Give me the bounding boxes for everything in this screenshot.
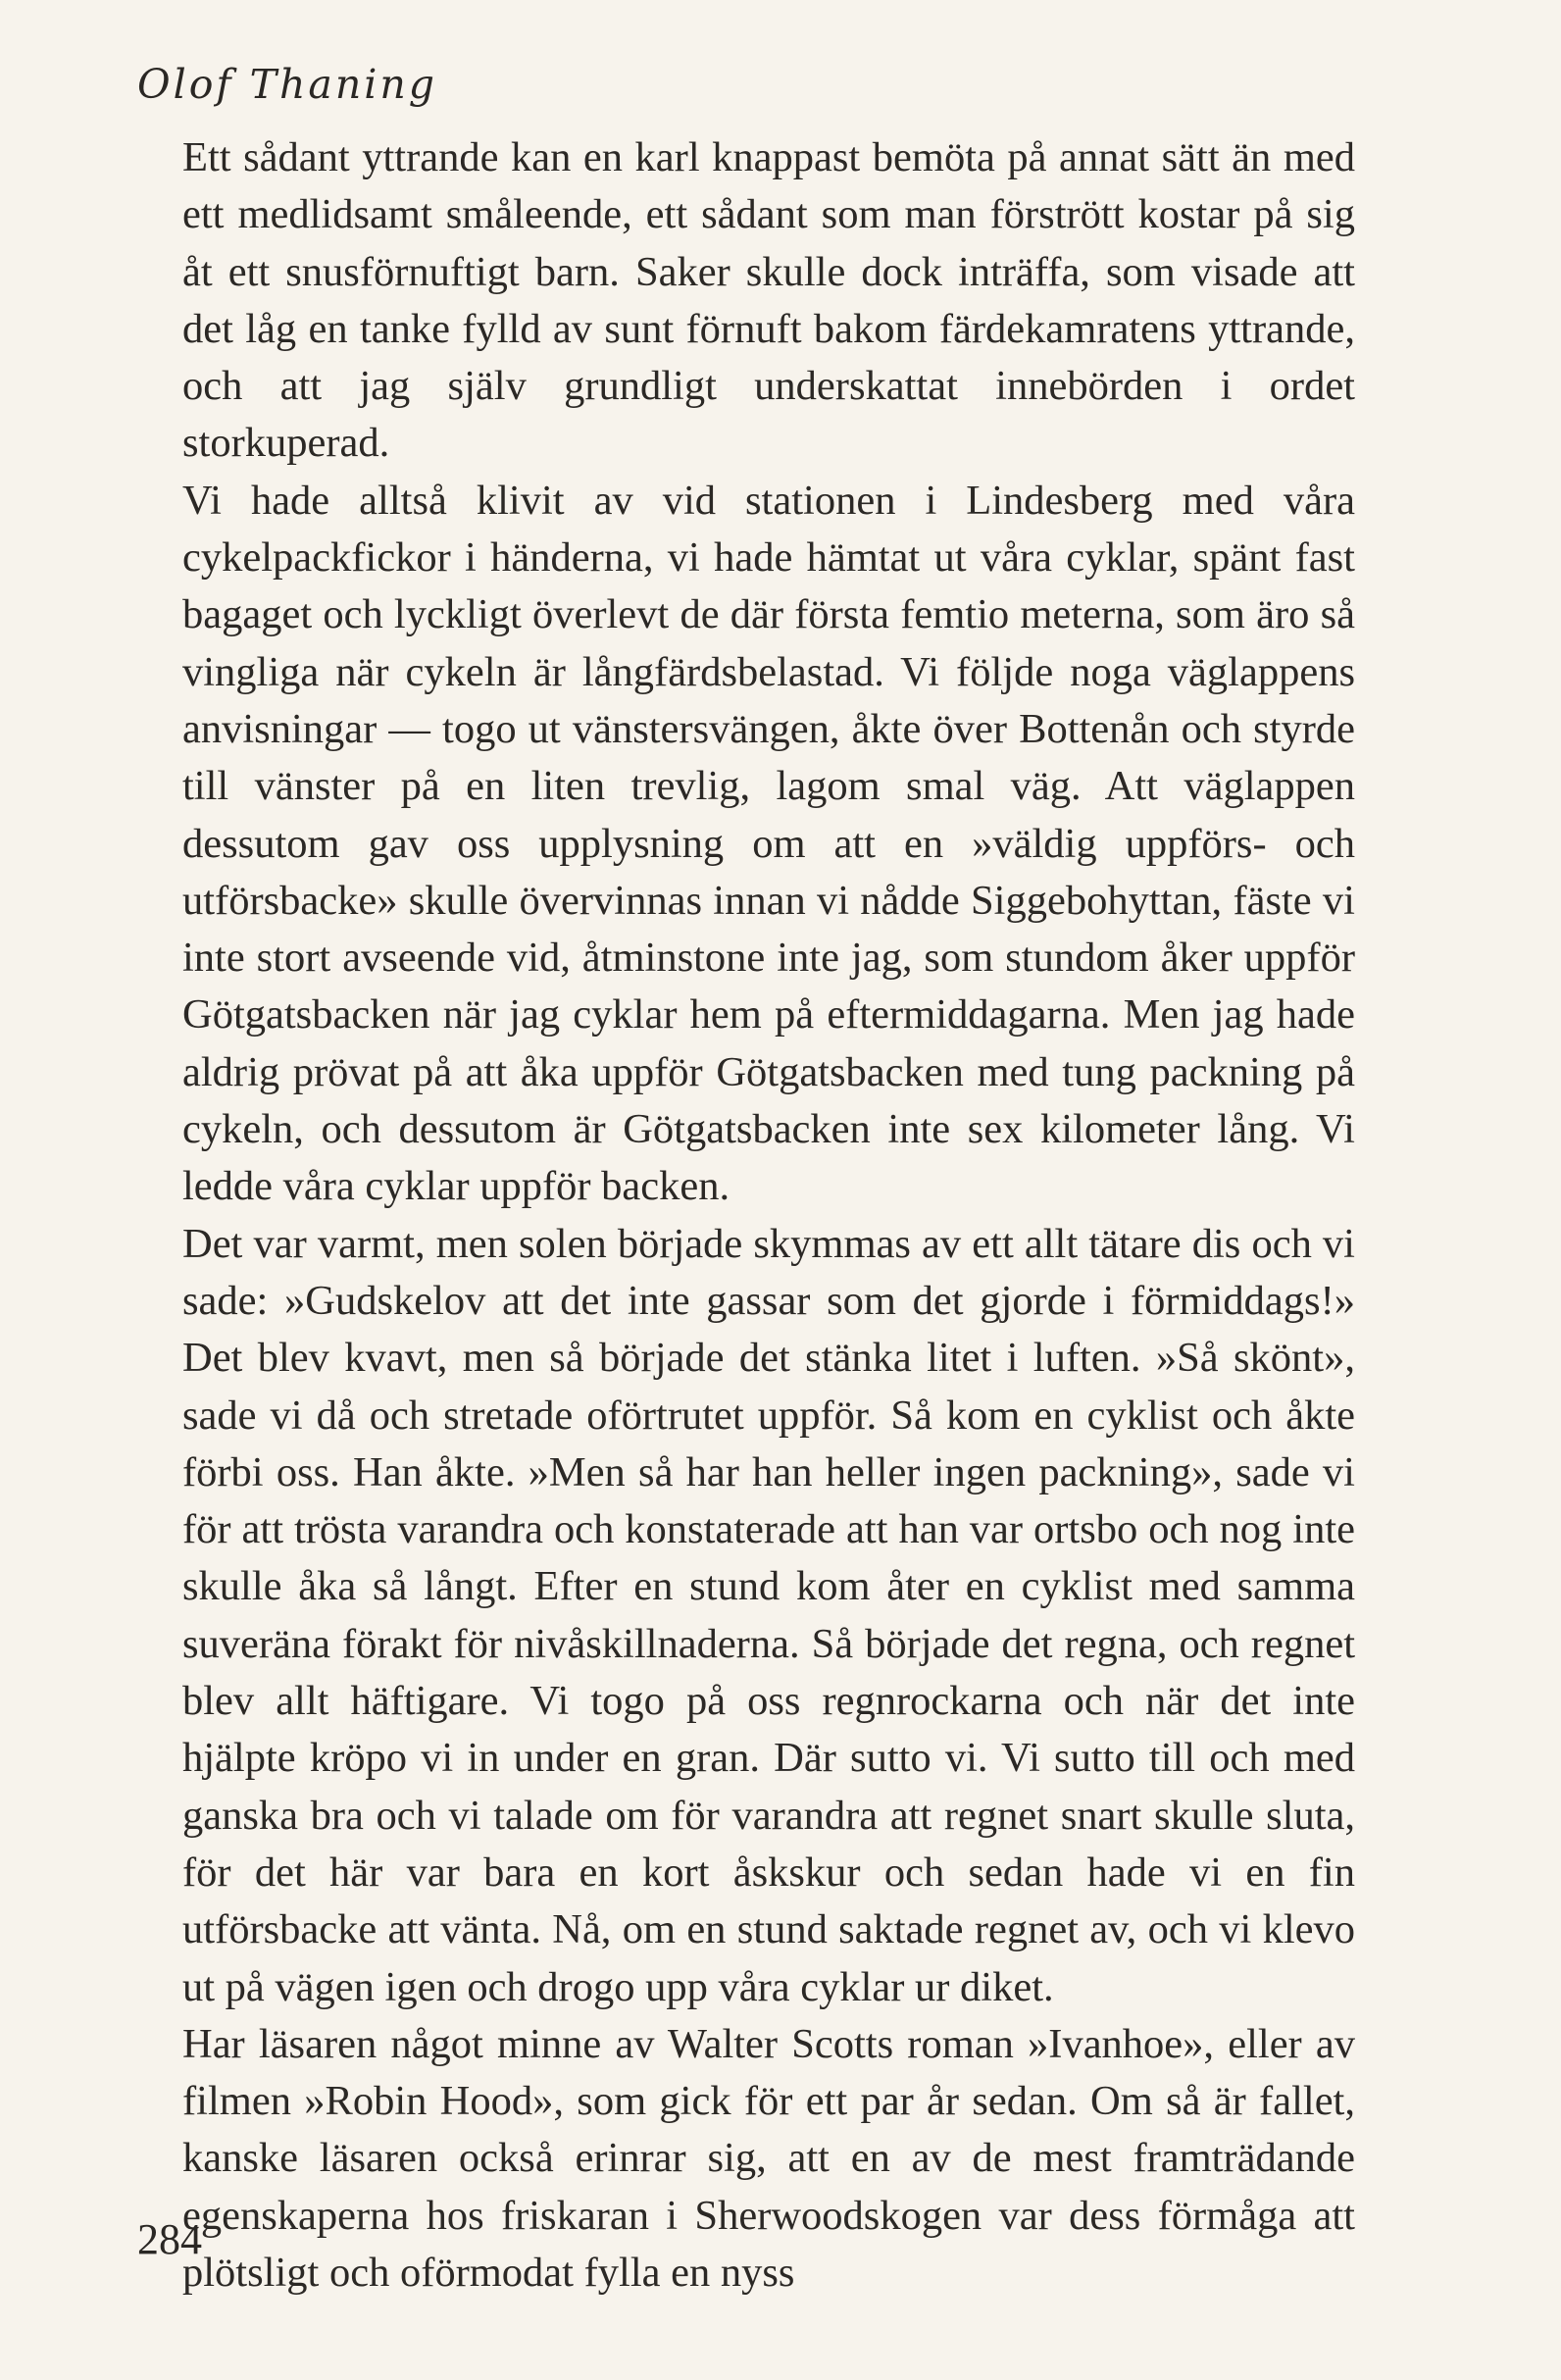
paragraph-3: Det var varmt, men solen började skymmas av ett allt tätare dis och vi sade: »Gudskelov att det inte gassar som det gjorde i förmiddags!» Det blev kvavt, men så började det stänka litet i luften. »Så skönt», sade vi då och stretade oförtrutet uppför. Så kom en cyklist och åkte förbi oss. Han åkte. »Men så har han heller ingen packning», sade vi för att trösta varandra och konstaterade att han var ortsbo och nog inte skulle åka så långt. Efter en stund kom åter en cyklist med samma suveräna förakt för nivåskillnaderna. Så började det regna, och regnet blev allt häftigare. Vi togo på oss regnrockarna och när det inte hjälpte kröpo vi in under en gran. Där sutto vi. Vi sutto till och med ganska bra och vi talade om för varandra att regnet snart skulle sluta, för det här var bara en kort åskskur och sedan hade vi en fin utförsbacke att vänta. Nå, om en stund saktade regnet av, och vi klevo ut på vägen igen och drogo upp våra cyklar ur diket. <box>182 1220 1355 2010</box>
paragraph-1: Ett sådant yttrande kan en karl knappast bemöta på annat sätt än med ett medlidsamt småleende, ett sådant som man förstrött kostar på sig åt ett snusförnuftigt barn. Saker skulle dock inträffa, som visade att det låg en tanke fylld av sunt förnuft bakom färdekamratens yttrande, och att jag själv grundligt underskattat innebörden i ordet storkuperad. <box>182 134 1355 467</box>
running-head-author: Olof Thaning <box>137 61 437 108</box>
page-number: 284 <box>137 2215 202 2263</box>
paragraph-4: Har läsaren något minne av Walter Scotts roman »Ivanhoe», eller av filmen »Robin Hood», som gick för ett par år sedan. Om så är fallet, kanske läsaren också erinrar sig, att en av de mest framträdande egenskaperna hos friskaran i Sherwoodskogen var dess förmåga att plötsligt och oförmodat fylla en nyss <box>182 2020 1355 2296</box>
body-text <box>182 129 1355 2302</box>
paragraph-2: Vi hade alltså klivit av vid stationen i Lindesberg med våra cykelpackfickor i händerna, vi hade hämtat ut våra cyklar, spänt fast bagaget och lyckligt överlevt de där första femtio meterna, som äro så vingliga när cykeln är långfärdsbelastad. Vi följde noga väglappens anvisningar — togo ut vänstersvängen, åkte över Bottenån och styrde till vänster på en liten trevlig, lagom smal väg. Att väglappen dessutom gav oss upplysning om att en »väldig uppförs- och utförsbacke» skulle övervinnas innan vi nådde Siggebohyttan, fäste vi inte stort avseende vid, åtminstone inte jag, som stundom åker uppför Götgatsbacken när jag cyklar hem på eftermiddagarna. Men jag hade aldrig prövat på att åka uppför Götgatsbacken med tung packning på cykeln, och dessutom är Götgatsbacken inte sex kilometer lång. Vi ledde våra cyklar uppför backen. <box>182 477 1355 1210</box>
